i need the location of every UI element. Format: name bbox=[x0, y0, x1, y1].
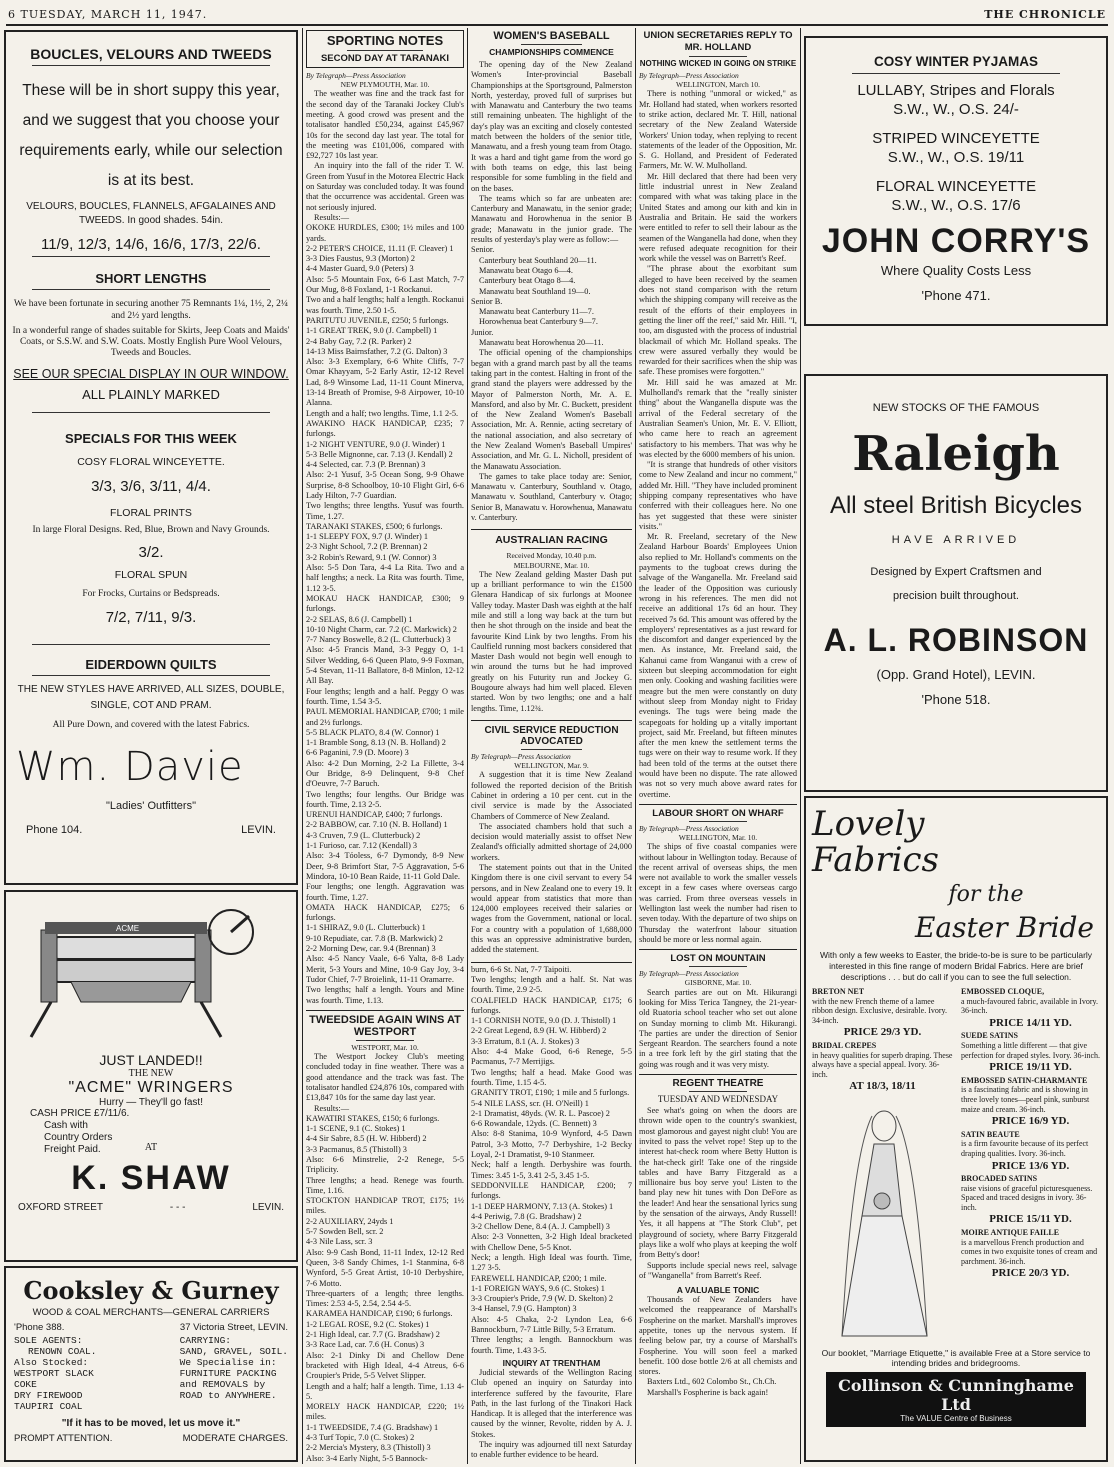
race-line: Four lengths; length and a half. Peggy O was fourth. Time, 1.54 3-5. bbox=[306, 686, 464, 706]
race-title: KARAMEA HANDICAP, £190; 6 furlongs. bbox=[306, 1309, 453, 1319]
race-line: Three lengths; a length. Bannockburn was fourth. Time, 1.43 3-5. bbox=[471, 1335, 632, 1355]
race-line: 4-4 Periwig, 7.8 (G. Bradshaw) 2 bbox=[471, 1211, 582, 1221]
civil-p1: A suggestion that it is time New Zealand followed the reported decision of the British Cabinet in ordering a 10 per cent. cut in the civil service is made by the Associated Chambers of Commerce of New Zealand. bbox=[471, 770, 632, 821]
race-line: Two lengths; half a length. Yours and Mine was fourth. Time, 1.13. bbox=[306, 985, 464, 1005]
cooksley-sub: WOOD & COAL MERCHANTS—GENERAL CARRIERS bbox=[32, 1307, 270, 1318]
short-lengths-text2: In a wonderful range of shades suitable for Skirts, Jeep Coats and Maids' Coats, or S.S.W. and S.W. Coats. Mostly English Pure Wool Velours, Tweeds and Boucles. bbox=[12, 326, 290, 358]
fabric-title: MOIRE ANTIQUE FAILLE bbox=[961, 1228, 1060, 1238]
cooksley-foot-left: PROMPT ATTENTION. bbox=[14, 1433, 113, 1444]
race-line: 4-4 Master Guard, 9.0 (Peters) 3 bbox=[306, 264, 414, 274]
page-header-right: THE CHRONICLE bbox=[984, 8, 1106, 21]
race-title: FAREWELL HANDICAP, £200; 1 mile. bbox=[471, 1273, 607, 1283]
fabric-price: PRICE 13/6 YD. bbox=[991, 1159, 1070, 1172]
cooksley-right6: ROAD to ANYWHERE. bbox=[179, 1390, 277, 1401]
union-p5: "It is strange that hundreds of other visitors come to New Zealand and incur no comment," added Mr. Hill. "They have included prominent shipping company representatives who have conferred with their colleagues here. No one has yet suggested that these were sinister visits." bbox=[639, 460, 797, 531]
race-title: TARANAKI STAKES, £500; 6 furlongs. bbox=[306, 521, 443, 531]
davie-phone: Phone 104. bbox=[26, 824, 83, 836]
pyjamas-line5: FLORAL WINCEYETTE bbox=[875, 178, 1037, 195]
header-rule bbox=[6, 24, 1108, 26]
fabric-title: EMBOSSED CLOQUE, bbox=[961, 987, 1045, 996]
race-line: 1-1 SCENE, 9.1 (C. Stokes) 1 bbox=[306, 1124, 406, 1134]
raleigh-designed2: precision built throughout. bbox=[893, 590, 1019, 602]
column-rule bbox=[302, 28, 303, 1464]
fabric-price: PRICE 29/3 YD. bbox=[843, 1026, 922, 1039]
race-line: Also: 3-3 Exemplary, 6-6 White Cliffs, 7-7 Omar Khayyam, 5-2 Early Astir, 12-12 Revel Lad, 8-9 Winsome Lad, 11-11 Count Minerva, 13-14 Breath of Promise, 9-8 Airpower, 10-10 Alanna. bbox=[306, 357, 464, 408]
fabric-price: PRICE 19/11 YD. bbox=[989, 1061, 1072, 1074]
race-line: 1-1 Bramble Song, 8.13 (N. B. Holland) 2 bbox=[306, 738, 446, 748]
cosy-floral: COSY FLORAL WINCEYETTE. bbox=[77, 456, 225, 468]
fabric-price: AT 18/3, 18/11 bbox=[849, 1080, 916, 1093]
eiderdown-text: THE NEW STYLES HAVE ARRIVED, ALL SIZES, DOUBLE, SINGLE, COT AND PRAM. bbox=[17, 684, 285, 711]
race-line: 5-7 Sowden Bell, scr. 2 bbox=[306, 1227, 384, 1237]
boucles-intro: These will be in short suppy this year, and we suggest that you choose your requirements early, while our selection is at its best. bbox=[19, 82, 283, 189]
tonic-title: A VALUABLE TONIC bbox=[676, 1285, 760, 1296]
tweedside-results: Results:— bbox=[314, 1103, 350, 1113]
race-line: 1-1 TWEEDSIDE, 7.4 (G. Bradshaw) 1 bbox=[306, 1422, 439, 1432]
floral-prints-text: In large Floral Designs. Red, Blue, Brown and Navy Grounds. bbox=[32, 525, 270, 535]
race-line: 1-2 NIGHT VENTURE, 9.0 (J. Winder) 1 bbox=[306, 439, 446, 449]
womens-title: WOMEN'S BASEBALL bbox=[493, 30, 610, 42]
fabric-title: BROCADED SATINS bbox=[961, 1174, 1038, 1184]
race-line: Length and a half; half a length. Time, 1.13 4-5. bbox=[306, 1381, 464, 1401]
race-title: OKOKE HURDLES, £300; 1½ miles and 100 yards. bbox=[306, 223, 464, 243]
inquiry-p1: Judicial stewards of the Wellington Racing Club opened an inquiry on Saturday into interference suffered by the favourite, Flare Path, in the last furlong of the Tinakori Hack Handicap. It is alleged that the interference was caused by the winner, Revolte, ridden by A. J. Stokes. bbox=[471, 1367, 632, 1439]
race-line: 2-2 PETER'S CHOICE, 11.11 (F. Cleaver) 1 bbox=[306, 243, 454, 253]
fabric-desc: is a marvellous French production and comes in two exquisite tones of cream and parchment. 36-inch. bbox=[961, 1237, 1098, 1266]
baseball-column bbox=[471, 30, 632, 1462]
race-title: STOCKTON HANDICAP TROT, £175; 1½ miles. bbox=[306, 1196, 464, 1216]
race-line: Length and a half; two lengths. Time, 1.1 2-5. bbox=[306, 408, 459, 418]
race-line: Two and a half lengths; half a length. Rockanui was fourth. Time, 2.50 1-5. bbox=[306, 295, 464, 315]
regent-title: REGENT THEATRE bbox=[672, 1078, 764, 1090]
racing-place: MELBOURNE, Mar. 10. bbox=[513, 560, 590, 570]
raleigh-advert bbox=[804, 374, 1108, 792]
union-place: WELLINGTON, March 10. bbox=[675, 80, 760, 90]
race-line: 2-4 Baby Gay, 7.2 (R. Parker) 2 bbox=[306, 336, 412, 346]
fabrics-title4: Easter Bride bbox=[914, 911, 1094, 944]
result-line: Manawatu beat Horowhenua 20—11. bbox=[479, 338, 604, 348]
race-title: MOKAU HACK HANDICAP, £300; 9 furlongs. bbox=[306, 593, 464, 614]
fabric-title: BRIDAL CREPES bbox=[812, 1040, 877, 1050]
union-p3: "The phrase about the exorbitant sum alleged to have been received by the seamen does not stand comparison with the return which the shipping company will receive as the result of the efforts of their employees in getting the liner off the reef," said Mr. Hill. "I, too, am disgusted with the process of industrial blackmail of which Mr. Holland speaks. The crew were assured verbally they would be rewarded for their sacrifices when the ship was safe. These promises were forgotten." bbox=[639, 264, 797, 377]
race-line: Also: 4-2 Dun Morning, 2-2 La Fillette, 3-4 Our Bridge, 8-9 Delinquent, 9-8 Chef d'Oeuvre, 7-7 Baruch. bbox=[306, 758, 464, 789]
sporting-p2: An inquiry into the fall of the rider T. W. Green from Yusuf in the Motorea Electric Hack on Saturday was concluded today. It was found that the occurrence was accidental. Green was not seriously injured. bbox=[306, 161, 464, 212]
grade-label: Senior B. bbox=[471, 296, 503, 306]
race-line: 2-3 Night School, 7.2 (P. Brennan) 2 bbox=[306, 542, 428, 552]
race-line: 2-2 SELAS, 8.6 (J. Campbell) 1 bbox=[306, 614, 413, 624]
robinson-address: (Opp. Grand Hotel), LEVIN. bbox=[876, 667, 1036, 682]
tonic-p2: Baxters Ltd., 602 Colombo St., Ch.Ch. bbox=[647, 1377, 777, 1387]
sporting-p1: The weather was fine and the track fast for the second day of the Taranaki Jockey Club's meeting. A good crowd was present and the totalisator handled £50,234, against £45,967 10s for the second day last year. The total for the meeting was £101,006, compared with £92,727 10s last year. bbox=[306, 89, 464, 161]
cooksley-left3: Also Stocked: bbox=[14, 1357, 89, 1368]
spun-prices: 7/2, 7/11, 9/3. bbox=[105, 609, 197, 626]
womens-sub: CHAMPIONSHIPS COMMENCE bbox=[489, 47, 614, 57]
cooksley-foot-right: MODERATE CHARGES. bbox=[182, 1433, 288, 1444]
acme-line2: THE NEW bbox=[128, 1068, 174, 1079]
sporting-sub: SECOND DAY AT TARANAKI bbox=[320, 53, 450, 64]
pyjamas-line3: STRIPED WINCEYETTE bbox=[872, 130, 1040, 147]
womens-p3: The official opening of the championships began with a grand march past by all the teams taking part in the contest. Halting in front of the grand stand the players were addressed by the Mayor of Palmerston North, Mr. A. E. Mansford, and also by Mr. C. Buckett, president of the New Zealand Women's Baseball Association, Mr. A. Rennie, acting secretary of the national association, and also secretary of the New Zealand Women's Baseball Umpires' Association, and Mr. G. L. Nicholl, president of the Manawatu Association. bbox=[471, 348, 632, 471]
davie-tagline: "Ladies' Outfitters" bbox=[105, 800, 196, 812]
tweedside-title: TWEEDSIDE AGAIN WINS AT WESTPORT bbox=[309, 1013, 461, 1038]
race-line: 3-3 Dies Faustus, 9.3 (Morton) 2 bbox=[306, 254, 416, 264]
acme-line4: Hurry — They'll go fast! bbox=[99, 1097, 203, 1108]
floral-spun: FLORAL SPUN bbox=[114, 569, 188, 581]
floral-spun-text: For Frocks, Curtains or Bedspreads. bbox=[82, 589, 220, 599]
result-line: Manawatu beat Canterbury 11—7. bbox=[479, 307, 594, 317]
sporting-title: SPORTING NOTES bbox=[326, 33, 444, 48]
race-line: Also: 4-5 Francis Mand, 3-3 Peggy O, 1-1 Silver Wedding, 6-6 Queen Plato, 9-9 Foxman, 5-4 Stevan, 11-11 Ballatore, 8-8 Minlon, 12-12 All Bay. bbox=[306, 645, 464, 686]
display-line: SEE OUR SPECIAL DISPLAY IN OUR WINDOW. bbox=[13, 367, 289, 381]
bride-illustration bbox=[812, 1096, 952, 1346]
result-line: Canterbury beat Southland 20—11. bbox=[479, 255, 597, 265]
raleigh-intro: NEW STOCKS OF THE FAMOUS bbox=[872, 402, 1040, 414]
race-line: 3-4 Hansel, 7.9 (G. Hampton) 3 bbox=[471, 1304, 577, 1314]
cooksley-brand: Cooksley & Gurney bbox=[23, 1276, 279, 1305]
race-line: 2-2 Great Legend, 8.9 (H. W. Hibberd) 2 bbox=[471, 1026, 607, 1036]
regent-p2: Supports include special news reel, salvage of "Wanganella" from Barrett's Reef. bbox=[639, 1260, 797, 1280]
race-line: 4-3 Nile Lass, scr. 3 bbox=[306, 1237, 373, 1247]
specials-title: SPECIALS FOR THIS WEEK bbox=[65, 431, 237, 446]
shaw-street: OXFORD STREET bbox=[18, 1202, 104, 1213]
fabric-title: SUEDE SATINS bbox=[961, 1031, 1018, 1041]
column-rule bbox=[800, 28, 801, 1464]
race-line: 3-2 Chellow Dene, 8.4 (A. J. Campbell) 3 bbox=[471, 1222, 610, 1232]
labour-title: LABOUR SHORT ON WHARF bbox=[652, 807, 784, 819]
sporting-byline: By Telegraph—Press Association bbox=[306, 71, 406, 80]
race-title: PARITUTU JUVENILE, £250; 5 furlongs. bbox=[306, 315, 449, 325]
race-title: URENUI HANDICAP, £400; 7 furlongs. bbox=[306, 810, 443, 820]
column-rule bbox=[467, 28, 468, 1464]
cooksley-right5: and REMOVALS by bbox=[179, 1379, 266, 1390]
fabrics-title2: Fabrics bbox=[812, 840, 939, 880]
race-line: 3-3 Pacmanus, 8.5 (Thistoll) 3 bbox=[306, 1144, 407, 1154]
cooksley-left2: RENOWN COAL. bbox=[28, 1346, 97, 1357]
race-title: SEDDONVILLE HANDICAP, £200; 7 furlongs. bbox=[471, 1180, 632, 1201]
race-line: 3-3 Race Lad, car. 7.6 (H. Conus) 3 bbox=[306, 1340, 425, 1350]
race-line: Also: 3-4 Early Night, 5-5 Bannock- bbox=[306, 1453, 428, 1462]
civil-p3: The statement points out that in the United Kingdom there is one civil servant to every 54 persons, and in New Zealand one to every 19. It would appear from statistics that more than 124,000 employees received their salaries or wages from the Government, national or local. For a country with a population of 1,688,000 this was an oppressive administrative burden, added the statement. bbox=[471, 863, 632, 955]
sporting-column bbox=[306, 30, 464, 1462]
race-line: 2-2 Mercia's Mystery, 8.3 (Thistoll) 3 bbox=[306, 1443, 431, 1453]
race-title: COALFIELD HACK HANDICAP, £175; 6 furlongs. bbox=[471, 995, 632, 1015]
cooksley-advert bbox=[4, 1266, 298, 1462]
short-lengths-text: We have been fortunate in securing another 75 Remnants 1¼, 1½, 2, 2¼ and 2½ yard lengths. bbox=[13, 299, 289, 321]
pyjamas-line2: S.W., W., O.S. 24/- bbox=[893, 101, 1019, 118]
race-title: AWAKINO HACK HANDICAP, £235; 7 furlongs. bbox=[306, 418, 464, 439]
fabric-desc: a much-favoured fabric, available in Ivory. 36-inch. bbox=[961, 996, 1098, 1016]
floral-prints: FLORAL PRINTS bbox=[110, 507, 192, 519]
race-line: 2-2 AUXILIARY, 24yds 1 bbox=[306, 1216, 394, 1226]
floral-price: 3/2. bbox=[138, 544, 164, 561]
shaw-town: LEVIN. bbox=[252, 1202, 284, 1213]
fabric-price: PRICE 15/11 YD. bbox=[989, 1213, 1072, 1226]
fabric-desc: is a firm favourite because of its perfect draping qualities. Ivory. 36-inch. bbox=[961, 1139, 1089, 1158]
race-line: 1-1 CORNISH NOTE, 9.0 (D. J. Thistoll) 1 bbox=[471, 1016, 617, 1026]
acme-line8: Freight Paid. bbox=[44, 1144, 101, 1155]
acme-line7: Country Orders bbox=[44, 1132, 113, 1143]
davie-brand: Wm. Davie bbox=[16, 744, 244, 790]
lost-p1: Search parties are out on Mt. Hikurangi looking for Miss Terica Tangney, the 21-year-old Ruatoria school teacher who set out alone on Sunday morning to climb Mt. Hikurangi. The parties are under the direction of Senior Sergeant Reardon. The searchers found a note in a tree fork left by the girl stating that the going was rough and it was very misty. bbox=[639, 987, 797, 1069]
fabric-desc: in heavy qualities for superb draping. These always have a special appeal. Ivory. 36-inch. bbox=[812, 1050, 953, 1079]
plainly-marked: ALL PLAINLY MARKED bbox=[82, 387, 220, 402]
collinson-name: Collinson & Cunninghame Ltd bbox=[838, 1375, 1074, 1414]
raleigh-designed1: Designed by Expert Craftsmen and bbox=[870, 566, 1042, 578]
raleigh-line: All steel British Bicycles bbox=[829, 492, 1083, 519]
cooksley-left7: TAUPIRI COAL bbox=[14, 1401, 83, 1412]
cooksley-left6: DRY FIREWOOD bbox=[14, 1390, 83, 1401]
inquiry-title: INQUIRY AT TRENTHAM bbox=[502, 1357, 601, 1368]
page-header-left: 6 TUESDAY, MARCH 11, 1947. bbox=[8, 8, 208, 21]
tweedside-place: WESTPORT, Mar. 10. bbox=[351, 1042, 419, 1052]
eiderdown-text2: All Pure Down, and covered with the latest Fabrics. bbox=[52, 720, 250, 730]
race-line: Three-quarters of a length; three lengths. Times: 2.53 4-5, 2.54, 2.54 4-5. bbox=[306, 1288, 464, 1309]
race-line: 6-6 Paganini, 7.9 (D. Moore) 3 bbox=[306, 748, 409, 758]
race-line: 9-10 Repudiate, car. 7.8 (B. Markwick) 2 bbox=[306, 933, 443, 943]
acme-advert bbox=[4, 890, 298, 1262]
race-line: Also: 2-3 Vonnetten, 3-2 High Ideal bracketed with Chellow Dene, 5-5 Knot. bbox=[471, 1232, 632, 1252]
lost-byline: By Telegraph—Press Association bbox=[639, 969, 739, 979]
union-byline: By Telegraph—Press Association bbox=[639, 71, 739, 80]
cooksley-right3: We Specialise in: bbox=[179, 1357, 277, 1368]
fabrics-title3: for the bbox=[948, 882, 1024, 907]
race-line: 4-3 Cruven, 7.9 (L. Clutterbuck) 2 bbox=[306, 830, 421, 840]
tweedside-p1: The Westport Jockey Club's meeting concluded today in fine weather. There was a good attendance and the track was fast. The totalisator handled £24,876 10s, compared with £13,847 10s for the same day last year. bbox=[306, 1052, 464, 1103]
cooksley-left4: WESTPORT SLACK bbox=[14, 1368, 94, 1379]
race-line: 4-3 Turf Topic, 7.0 (C. Stokes) 2 bbox=[306, 1433, 415, 1443]
union-p6: Mr. R. Freeland, secretary of the New Zealand Harbour Boards' Employees Union also replied to Mr. Holland's comments on the payments to the tugboat crews during the salvage of the Wanganella. Mr. Freeland said the leader of the Opposition was curiously wrong in his references. The men did not receive an additional 17s 6d an hour. They received 7s 6d. This amount was offered by the employers' representatives as a just reward for the discomfort and danger experienced by the men. As instance, Mr. Freeland said, the Kahanui came from Wanganui with a crew of sixteen but sleeping accommodation for eight men only. Cooking and washing facilities were meagre but the men were constantly on duty without sleep from Monday night to Friday evenings. The tugs were being made the scapegoats for holding up a vitally important project, said Mr. Freeland, but fifteen minutes after the men knew the settlement terms the tugs were on their way to resume work. If they had been told of the terms at the outset there would have been no dispute. The rate allowed was not so very much above award rates for overtime. bbox=[639, 532, 797, 799]
raleigh-arrived: HAVE ARRIVED bbox=[891, 534, 1021, 546]
civil-title: CIVIL SERVICE REDUCTION ADVOCATED bbox=[484, 724, 619, 747]
race-line: 1-1 SHIRAZ, 9.0 (L. Clutterbuck) 1 bbox=[306, 923, 426, 933]
race-line: Neck; a length. High Ideal was fourth. Time, 1.27 3-5. bbox=[471, 1252, 632, 1273]
race-line: 5-5 BLACK PLATO, 8.4 (W. Connor) 1 bbox=[306, 727, 440, 737]
race-line: Also: 5-5 Don Tara, 4-4 La Rita. Two and a half lengths; a neck. La Rita was fourth. Time, 1.12 3-5. bbox=[306, 563, 464, 593]
pyjamas-line4: S.W., W., O.S. 19/11 bbox=[887, 149, 1025, 166]
race-line: 1-1 DEEP HARMONY, 7.13 (A. Stokes) 1 bbox=[471, 1201, 614, 1211]
labour-p1: The ships of five coastal companies were without labour in Wellington today. Because of the recent arrival of overseas ships, the men were not available to work the smaller vessels except in a few cases where overseas cargo was carried. From three overseas vessels in Wellington last week the number had risen to seven today. With the departure of two ships on Thursday the waterfront labour situation should be more or less normal again. bbox=[639, 842, 797, 944]
grade-label: Junior. bbox=[471, 327, 494, 337]
grade-label: Senior. bbox=[471, 245, 495, 255]
pyjamas-title: COSY WINTER PYJAMAS bbox=[873, 54, 1039, 69]
continued-line: Two lengths; length and a half. St. Nat was fourth. Time, 2.9 2-5. bbox=[471, 974, 632, 995]
acme-line1: JUST LANDED!! bbox=[99, 1052, 203, 1068]
acme-at: AT bbox=[144, 1142, 158, 1153]
race-line: Also: 4-4 Make Good, 6-6 Renege, 5-5 Pacmanus, 7-7 Merrijigs. bbox=[471, 1047, 632, 1067]
union-sub: NOTHING WICKED IN GOING ON STRIKE bbox=[639, 59, 797, 68]
race-line: 1-1 FOREIGN WAYS, 9.6 (C. Stokes) 1 bbox=[471, 1283, 605, 1293]
race-title: OMATA HACK HANDICAP, £275; 6 furlongs. bbox=[306, 902, 464, 923]
cooksley-left5: COKE bbox=[14, 1379, 37, 1390]
corry-tagline: Where Quality Costs Less bbox=[880, 263, 1032, 278]
cooksley-slogan: "If it has to be moved, let us move it." bbox=[61, 1418, 241, 1429]
fabric-desc: raise visions of graceful picturesqueness. Spaced and traced designs in ivory. 36-inch. bbox=[961, 1183, 1093, 1212]
race-title: PAUL MEMORIAL HANDICAP, £700; 1 mile and 2½ furlongs. bbox=[306, 707, 464, 727]
result-line: Manawatu beat Otago 6—4. bbox=[479, 265, 574, 275]
racing-title: AUSTRALIAN RACING bbox=[495, 534, 608, 547]
column-rule bbox=[635, 28, 636, 1464]
fabrics-advert bbox=[804, 796, 1108, 1462]
civil-place: WELLINGTON, Mar. 9. bbox=[514, 761, 589, 771]
pyjamas-line6: S.W., W., O.S. 17/6 bbox=[891, 197, 1021, 214]
fabric-price: PRICE 16/9 YD. bbox=[991, 1115, 1070, 1128]
race-line: Also: 4-5 Nancy Vaale, 6-6 Yalta, 8-8 Lady Merit, 5-3 Yours and Mine, 10-9 Gay Joy, 3-4 Tudor Chief, 7-7 Broielink, 11-11 Oramarre. bbox=[306, 954, 464, 984]
race-line: Also: 2-1 Dinky Di and Chellow Dene bracketed with High Ideal, 4-4 Atreus, 6-6 Croupier's Pride, 5-5 Velvet Slipper. bbox=[306, 1350, 464, 1381]
womens-p1: The opening day of the New Zealand Women's Inter-provincial Baseball Championships at the Sportsground, Palmerston North, yesterday, proved full of surprises but with Manawatu and Canterbury the two teams still remaining unbeaten. The highlight of the day's play was an exciting and closely contested match between the holders of the senior title, Manawatu, and a fresh young team from Otago. It was a hard and tight game from the word go with both teams on edge, this last being responsible for some fumbling in the field and on the bases. bbox=[471, 60, 632, 193]
fabric-desc: is a fascinating fabric and is showing in three lovely tones—pearl pink, sunburst maize and cream. 36-inch. bbox=[961, 1085, 1090, 1114]
race-line: 1-1 Furioso, car. 7.12 (Kendall) 3 bbox=[306, 841, 418, 851]
acme-label: ACME bbox=[116, 924, 140, 933]
regent-p1: See what's going on when the doors are thrown wide open to the country's swankiest, most glamorous and gayest night club! You are invited to pass the velvet rope! Step up to the interest hat-check room where Betty Hutton is the hat-check girl! Take one of the ringside tables and have Barry Fitzgerald as a millionaire bus boy serve you! Listen to the band play new hit tunes with Don DeFore as the leader! And hear the sensational lyrics sung by the sensation of the airways, Andy Russell! Yes, it all happens at "The Stork Club", pet playground of society, where Barry Fitzgerald plays like a wolf who plays at keeping the wolf from Betty's door! bbox=[639, 1106, 797, 1260]
corry-advert bbox=[804, 36, 1108, 326]
corry-brand: JOHN CORRY'S bbox=[821, 222, 1091, 260]
lost-title: LOST ON MOUNTAIN bbox=[670, 953, 766, 965]
race-title: GRANITY TROT, £190; 1 mile and 5 furlongs. bbox=[471, 1088, 630, 1098]
fabric-title: SATIN BEAUTE bbox=[961, 1129, 1020, 1139]
fabric-desc: with the new French theme of a lamee ribbon design. Exclusive, desirable. Ivory. 34-inch. bbox=[812, 996, 948, 1025]
cooksley-address: 37 Victoria Street, LEVIN. bbox=[179, 1322, 288, 1333]
race-line: 1-1 SLEEPY FOX, 9.7 (J. Winder) 1 bbox=[306, 532, 429, 542]
race-title: MORELY HACK HANDICAP, £220; 1½ miles. bbox=[306, 1402, 464, 1422]
race-line: Also: 2-1 Yusuf, 3-5 Ocean Song, 9-9 Ohawe Surprise, 8-8 Schoolboy, 10-10 Flight Girl, 6-6 Lady Hilton, 7-7 Guardian. bbox=[306, 470, 464, 500]
union-p2: Mr. Hill declared that there had been very little industrial unrest in New Zealand compared with what was taking place in the United States and among our kith and kin in Australia and Britain. He said the workers were entitled to refer to sell their labour as the seamen of the Wanganella had done, when they were refused adequate recognition for their work while the vessel was on Barrett's Reef. bbox=[639, 171, 797, 264]
race-line: Neck; half a length. Derbyshire was fourth. Times: 3.45 1-5, 3.41 2-5, 3.45 1-5. bbox=[471, 1160, 632, 1180]
race-line: Two lengths; four lengths. Our Bridge was fourth. Time, 2.13 2-5. bbox=[306, 789, 464, 809]
result-line: Manawatu beat Southland 19—0. bbox=[479, 286, 591, 296]
race-line: 1-1 GREAT TREK, 9.0 (J. Campbell) 1 bbox=[306, 326, 438, 336]
fabrics-booklet: Our booklet, "Marriage Etiquette," is available Free at a Store service to intending brides and bridegrooms. bbox=[821, 1347, 1091, 1368]
shaw-brand: K. SHAW bbox=[71, 1159, 231, 1197]
race-line: 4-4 Sir Sabre, 8.5 (H. W. Hibberd) 2 bbox=[306, 1134, 427, 1144]
acme-line3: "ACME" WRINGERS bbox=[68, 1079, 234, 1096]
pyjamas-line1: LULLABY, Stripes and Florals bbox=[857, 82, 1055, 99]
labour-place: WELLINGTON, Mar. 10. bbox=[678, 833, 758, 843]
raleigh-brand: Raleigh bbox=[852, 426, 1060, 482]
union-column bbox=[639, 30, 797, 1462]
union-p4: Mr. Hill said he was amazed at Mr. Mulholland's remark that the "really sinister thing" about the Wanganella dispute was the arrival of the Federal secretary of the Australian Seamen's Union, Mr. E. V. Elliott, who came here to reach an agreement satisfactory to his members. That was why he was elected by the 6000 members of his union. bbox=[639, 377, 797, 459]
boucles-prices: 11/9, 12/3, 14/6, 16/6, 17/3, 22/6. bbox=[41, 236, 261, 253]
fabric-price: PRICE 20/3 YD. bbox=[991, 1267, 1070, 1280]
race-line: Also: 6-6 Minstrelie, 2-2 Renege, 5-5 Triplicity. bbox=[306, 1155, 464, 1175]
race-line: 2-1 High Ideal, car. 7.7 (G. Bradshaw) 2 bbox=[306, 1330, 440, 1340]
cooksley-right4: FURNITURE PACKING bbox=[179, 1368, 277, 1379]
race-line: Three lengths; a head. Renege was fourth. Time, 1.16. bbox=[306, 1175, 464, 1195]
race-line: 3-2 Robin's Reward, 9.1 (W. Connor) 3 bbox=[306, 552, 437, 562]
race-line: Also: 4-5 Chaka, 2-2 Lyndon Lea, 6-6 Bannockburn, 7-7 Little Billy, 5-3 Erratum. bbox=[471, 1314, 632, 1335]
race-title: KAWATIRI STAKES, £150; 6 furlongs. bbox=[306, 1113, 440, 1123]
acme-price: CASH PRICE £7/11/6. bbox=[30, 1108, 130, 1119]
acme-line6: Cash with bbox=[44, 1120, 88, 1131]
race-line: 2-2 Morning Dew, car. 9.4 (Brennan) 3 bbox=[306, 944, 436, 954]
racing-p1: The New Zealand gelding Master Dash put up a brilliant performance to win the £1500 Glenara Handicap of six furlongs at Moonee Valley today. Master Dash was eighth at the half mile and still a long way back at the turn but then he shot through on the inside and beat the favourite Kind Link by two lengths. From his Caulfield running most backers considered that Master Dash would not begin well enough to win around the turns but he had improved greatly on his Futurity run and Jockey G. Bougoure always had him well placed. Eleven started. Won by two lengths; one and a half lengths. Time, 1.12¾. bbox=[471, 569, 632, 713]
race-line: 1-2 LEGAL ROSE, 9.2 (C. Stokes) 1 bbox=[306, 1319, 430, 1329]
race-line: Also: 3-4 Tóoless, 6-7 Dymondy, 8-9 New Deer, 9-8 Brimfort Star, 7-5 Aggravation, 5-6 Mindora, 10-10 Bean Raide, 11-11 Gold Dale. bbox=[306, 851, 464, 881]
race-line: 7-7 Nancy Boswelle, 8.2 (L. Clutterbuck) 3 bbox=[306, 635, 451, 645]
race-line: 6-6 Rowandale, 12yds. (C. Bennett) 3 bbox=[471, 1119, 597, 1129]
cooksley-phone: 'Phone 388. bbox=[14, 1322, 65, 1333]
fabric-title: BRETON NET bbox=[812, 987, 865, 996]
race-line: Also: 8-8 Stanima, 10-9 Wynford, 4-5 Dawn Patrol, 3-3 Motto, 7-7 Derbyshire, 1-2 Becky Loyal, 2-1 Dramatist, 9-10 Stanmeer. bbox=[471, 1129, 632, 1160]
race-line: 2-2 BABBOW, car. 7.10 (N. B. Holland) 1 bbox=[306, 820, 448, 830]
result-line: Horowhenua beat Canterbury 9—7. bbox=[479, 317, 598, 327]
womens-p2: The teams which so far are unbeaten are: Canterbury and Manawatu, in the senior grade; Manawatu and Horowhenua in the senior B grade; Manawatu in the junior grade. The results of yesterday's play were as follow:— bbox=[471, 193, 632, 245]
union-title: UNION SECRETARIES REPLY TO MR. HOLLAND bbox=[643, 30, 793, 53]
race-line: Also: 5-5 Mountain Fox, 6-6 Last Match, 7-7 Our Mug, 8-8 Foxland, 1-1 Rockanui. bbox=[306, 274, 464, 295]
womens-p4: The games to take place today are: Senior, Manawatu v. Canterbury, Southland v. Otago, Manawatu v. Southland, Canterbury v. Otago; Senior B, Manawatu v. Horowhenua, Manawatu v. Canterbury. bbox=[471, 471, 632, 523]
race-line: Two lengths; three lengths. Yusuf was fourth. Time, 1.27. bbox=[306, 501, 464, 521]
robinson-phone: 'Phone 518. bbox=[921, 692, 991, 707]
corry-phone: 'Phone 471. bbox=[921, 288, 991, 303]
fabrics-title1: Lovely bbox=[812, 804, 925, 844]
race-line: 14-13 Miss Bairnsfather, 7.2 (G. Dalton) 3 bbox=[306, 346, 448, 356]
sporting-place: NEW PLYMOUTH, Mar. 10. bbox=[340, 80, 430, 90]
fabric-title: EMBOSSED SATIN-CHARMANTE bbox=[961, 1075, 1088, 1085]
fabrics-intro: With only a few weeks to Easter, the bride-to-be is sure to be particularly interested in this fine range of modern Bridal Fabrics. Here are brief descriptions . . . but do call if you can to see the full selection. bbox=[819, 950, 1093, 982]
civil-byline: By Telegraph—Press Association bbox=[471, 751, 571, 761]
fabric-desc: Something a little different — that give perfection for draped styles. Ivory. 36-inch. bbox=[961, 1040, 1100, 1060]
race-line: Also: 9-9 Cash Bond, 11-11 Index, 12-12 Red Queen, 3-8 Sandy Chimes, 1-1 Stanmina, 6-8 Wynford, 5-5 Great Artist, 10-10 Derbyshire, 7-6 Motto. bbox=[306, 1247, 464, 1288]
race-line: Two lengths; half a head. Make Good was fourth. Time, 1.15 4-5. bbox=[471, 1067, 632, 1087]
cooksley-right1: CARRYING: bbox=[179, 1335, 231, 1346]
race-line: 3-3 Croupier's Pride, 7.9 (W. D. Skelton) 2 bbox=[471, 1294, 613, 1304]
race-line: 10-10 Night Charm, car. 7.2 (C. Markwick) 2 bbox=[306, 624, 457, 634]
race-line: 3-3 Erratum, 8.1 (A. J. Stokes) 3 bbox=[471, 1036, 580, 1046]
davie-town: LEVIN. bbox=[241, 824, 276, 836]
shaw-dashes: - - - bbox=[169, 1202, 186, 1213]
cosy-prices: 3/3, 3/6, 3/11, 4/4. bbox=[91, 478, 211, 495]
regent-sub: TUESDAY AND WEDNESDAY bbox=[657, 1094, 779, 1105]
race-line: 4-4 Selected, car. 7.3 (P. Brennan) 3 bbox=[306, 460, 426, 470]
robinson-name: A. L. ROBINSON bbox=[823, 622, 1089, 658]
union-p1: There is nothing "unmoral or wicked," as Mr. Holland had stated, when workers resorted to strike action, declared Mr. T. Hill, national secretary of the New Zealand Waterside Workers' Union today, when replying to recent statements of the leader of the Opposition, Mr. S. G. Holland, and President of Federated Farmers, Mr. W. W. Mulholland. bbox=[639, 89, 797, 171]
civil-p2: The associated chambers hold that such a decision would materially assist to offset New Zealand's officially admitted shortage of 24,000 workers. bbox=[471, 821, 632, 862]
boucles-title: BOUCLES, VELOURS AND TWEEDS bbox=[30, 46, 272, 62]
tonic-p1: Thousands of New Zealanders have welcomed the reappearance of Marshall's Fospherine on the market. Marshall's improves appetite, tones up the nervous system. If feeling below par, try a course of Marshall's Fospherine. You will soon feel a marked benefit. 100 dose bottle 2/6 at all chemists and stores. bbox=[639, 1295, 797, 1377]
boucles-list: VELOURS, BOUCLES, FLANNELS, AFGALAINES AND TWEEDS. In good shades. 54in. bbox=[26, 201, 276, 226]
wringer-illustration bbox=[21, 902, 281, 1042]
davie-advert bbox=[4, 30, 298, 885]
cooksley-left1: SOLE AGENTS: bbox=[14, 1335, 83, 1346]
race-line: 5-4 NILE LASS, scr. (H. O'Neill) 1 bbox=[471, 1098, 589, 1108]
labour-byline: By Telegraph—Press Association bbox=[639, 823, 739, 833]
race-line: 5-3 Belle Mignonne, car. 7.13 (J. Kendall) 2 bbox=[306, 449, 453, 459]
tonic-p3: Marshall's Fospherine is back again! bbox=[647, 1387, 769, 1397]
fabric-price: PRICE 14/11 YD. bbox=[989, 1016, 1072, 1029]
collinson-sub: The VALUE Centre of Business bbox=[900, 1413, 1012, 1423]
racing-received: Received Monday, 10.40 p.m. bbox=[506, 551, 597, 561]
short-lengths-title: SHORT LENGTHS bbox=[95, 271, 207, 286]
lost-place: GISBORNE, Mar. 10. bbox=[684, 978, 752, 988]
result-line: Canterbury beat Otago 8—4. bbox=[479, 276, 576, 286]
eiderdown-title: EIDERDOWN QUILTS bbox=[85, 657, 217, 672]
cooksley-right2: SAND, GRAVEL, SOIL. bbox=[179, 1346, 288, 1357]
inquiry-p2: The inquiry was adjourned till next Saturday to enable further evidence to be heard. bbox=[471, 1440, 632, 1460]
continued-line: burn, 6-6 St. Nat, 7-7 Taipoiti. bbox=[471, 964, 572, 974]
sporting-results: Results:— bbox=[314, 212, 350, 222]
race-line: 2-1 Dramatist, 48yds. (W. R. L. Pascoe) 2 bbox=[471, 1108, 610, 1118]
collinson-banner bbox=[826, 1372, 1086, 1427]
race-line: Four lengths; one length. Aggravation was fourth. Time, 1.27. bbox=[306, 882, 464, 902]
